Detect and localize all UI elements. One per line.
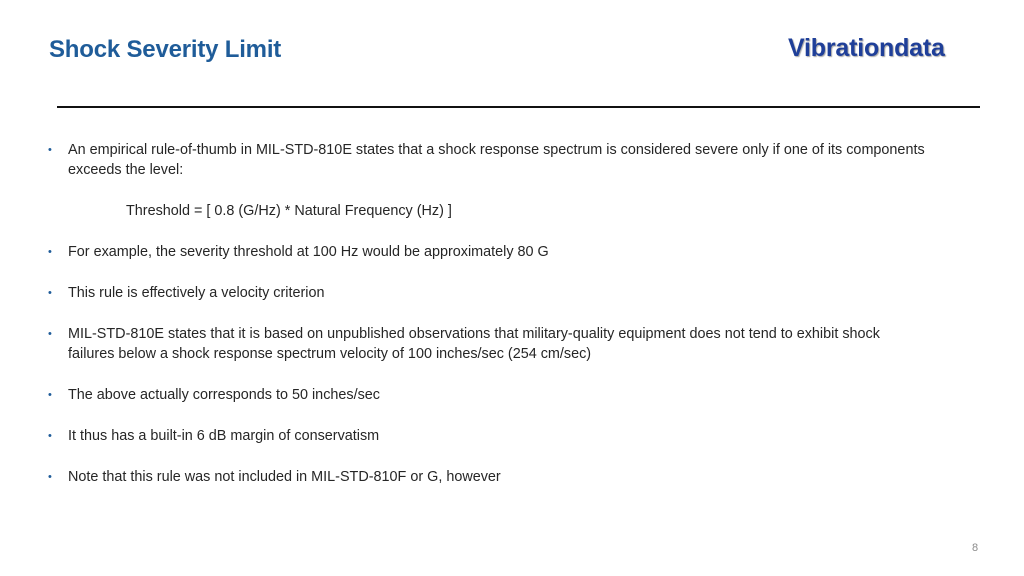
list-item-text: An empirical rule-of-thumb in MIL-STD-810E states that a shock response spectrum is considered severe only if one of its components exceeds the level:	[68, 142, 925, 178]
bullet-marker: •	[48, 430, 52, 442]
list-item-text: It thus has a built-in 6 dB margin of conservatism	[68, 428, 380, 444]
list-item-text: This rule is effectively a velocity criterion	[68, 285, 325, 301]
spacer	[48, 262, 928, 283]
bullet-marker: •	[48, 328, 52, 340]
list-item	[48, 140, 928, 180]
spacer	[48, 303, 928, 324]
list-item	[48, 467, 928, 487]
bullet-list	[48, 140, 928, 487]
title-divider	[57, 106, 980, 108]
threshold-formula: Threshold = [ 0.8 (G/Hz) * Natural Frequency (Hz) ]	[126, 203, 452, 219]
page-number: 8	[972, 542, 979, 554]
spacer	[48, 446, 928, 467]
list-item	[48, 426, 928, 446]
list-item-text: Note that this rule was not included in MIL-STD-810F or G, however	[68, 469, 501, 485]
brand-logo-text: Vibrationdata	[788, 34, 945, 62]
bullet-marker: •	[48, 246, 52, 258]
bullet-marker: •	[48, 471, 52, 483]
list-item-text: The above actually corresponds to 50 inches/sec	[68, 387, 380, 403]
list-item	[48, 242, 928, 262]
list-item	[48, 324, 928, 364]
spacer	[48, 405, 928, 426]
spacer	[48, 364, 928, 385]
bullet-marker: •	[48, 144, 52, 156]
list-item	[48, 283, 928, 303]
list-item-text: MIL-STD-810E states that it is based on unpublished observations that military-quality equipment does not tend to exhibit shock failures below a shock response spectrum velocity of 100 inches/sec (254 cm/sec)	[68, 326, 880, 362]
list-item	[48, 385, 928, 405]
bullet-marker: •	[48, 389, 52, 401]
slide-title: Shock Severity Limit	[49, 36, 282, 63]
list-item-text: For example, the severity threshold at 100 Hz would be approximately 80 G	[68, 244, 549, 260]
bullet-marker: •	[48, 287, 52, 299]
